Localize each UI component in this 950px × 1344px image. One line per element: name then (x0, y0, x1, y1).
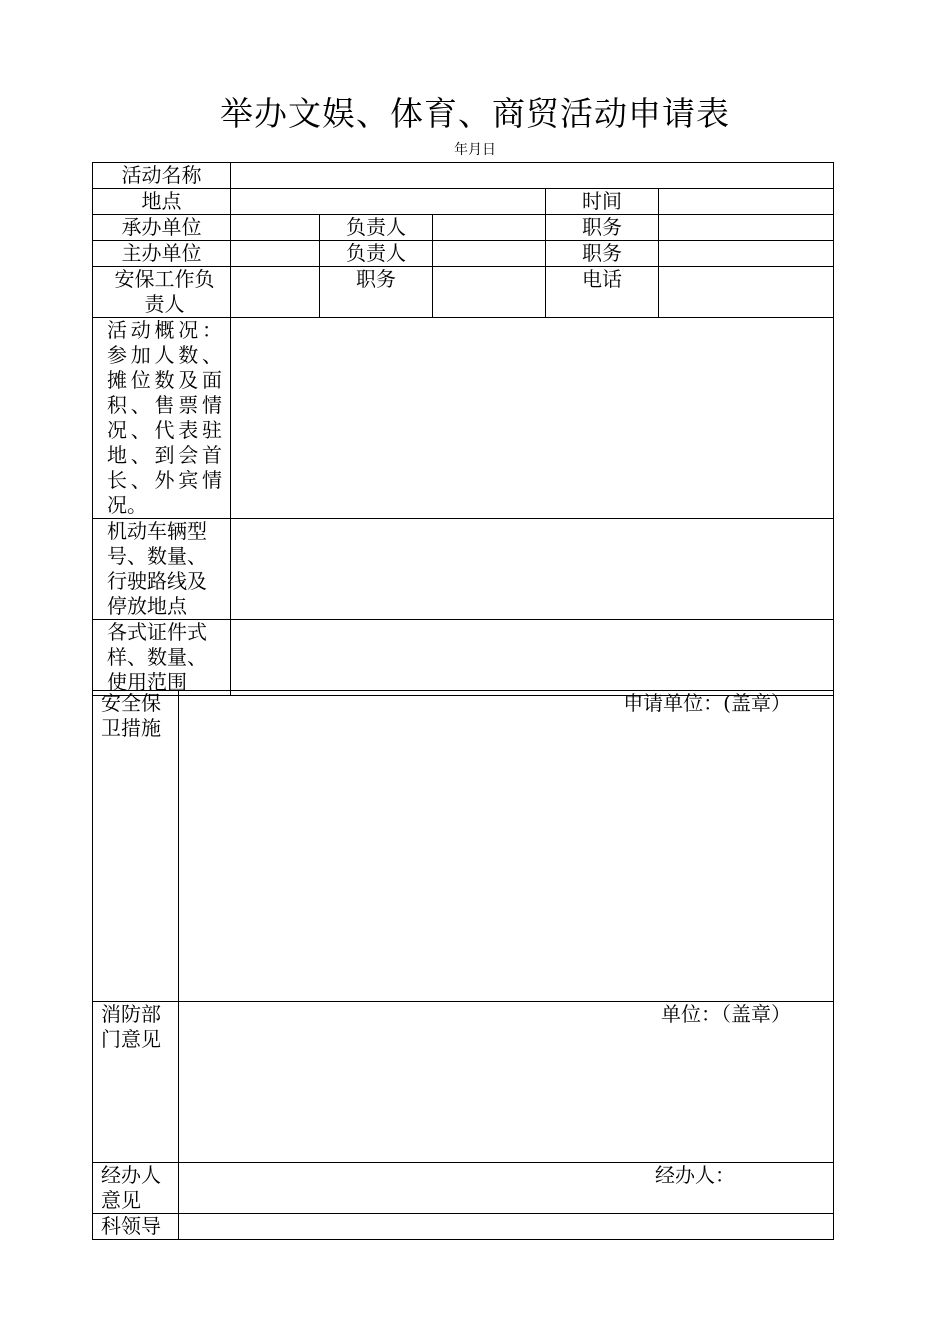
handler-opinion-field[interactable] (179, 1163, 834, 1214)
vehicles-field[interactable] (231, 519, 834, 620)
certificates-field[interactable] (231, 620, 834, 696)
label-section-leader: 科领导 (93, 1214, 179, 1240)
time-field[interactable] (659, 189, 834, 215)
date-line: 年月日 (454, 142, 496, 158)
info-table (92, 162, 834, 696)
label-certificates: 各式证件式样、数量、使用范围 (93, 620, 231, 696)
position-1-field[interactable] (659, 215, 834, 241)
opinion-table (92, 690, 834, 1240)
label-position-1: 职务 (546, 215, 659, 241)
label-person-in-charge-1: 负责人 (320, 215, 433, 241)
security-lead-field[interactable] (231, 267, 320, 318)
section-leader-field[interactable] (179, 1214, 834, 1240)
security-measures-field[interactable] (179, 691, 834, 1002)
position-2-field[interactable] (659, 241, 834, 267)
label-person-in-charge-2: 负责人 (320, 241, 433, 267)
location-field[interactable] (231, 189, 546, 215)
host-field[interactable] (231, 241, 320, 267)
label-fire-dept: 消防部门意见 (93, 1002, 179, 1163)
activity-name-field[interactable] (231, 163, 834, 189)
organizer-field[interactable] (231, 215, 320, 241)
position-3-field[interactable] (433, 267, 546, 318)
activity-overview-field[interactable] (231, 318, 834, 519)
label-position-2: 职务 (546, 241, 659, 267)
label-location: 地点 (93, 189, 231, 215)
label-handler-opinion: 经办人意见 (93, 1163, 179, 1214)
label-activity-overview: 活动概况：参加人数、摊位数及面积、售票情况、代表驻地、到会首长、外宾情况。 (93, 318, 231, 519)
fire-dept-field[interactable] (179, 1002, 834, 1163)
label-time: 时间 (546, 189, 659, 215)
label-organizer: 承办单位 (93, 215, 231, 241)
label-position-3: 职务 (320, 267, 433, 318)
person-in-charge-1-field[interactable] (433, 215, 546, 241)
label-phone: 电话 (546, 267, 659, 318)
label-activity-name: 活动名称 (93, 163, 231, 189)
label-security-lead: 安保工作负责人 (93, 267, 231, 318)
label-host: 主办单位 (93, 241, 231, 267)
person-in-charge-2-field[interactable] (433, 241, 546, 267)
phone-field[interactable] (659, 267, 834, 318)
label-vehicles: 机动车辆型号、数量、行驶路线及停放地点 (93, 519, 231, 620)
label-security-measures: 安全保卫措施 (93, 691, 179, 1002)
applicant-seal-text: 申请单位：(盖章） (623, 691, 791, 715)
handler-text: 经办人： (655, 1163, 735, 1187)
form-title: 举办文娱、体育、商贸活动申请表 (220, 94, 730, 133)
unit-seal-text: 单位：（盖章） (661, 1002, 791, 1026)
